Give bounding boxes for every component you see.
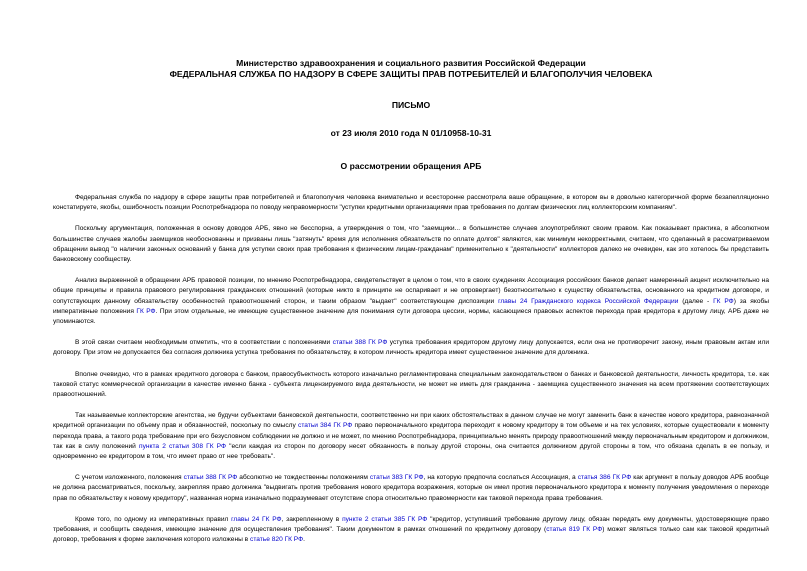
paragraph-4-text-a: В этой связи считаем необходимым отметить, что в соответствии с положениями: [75, 339, 333, 347]
link-chapter-24-civil-code[interactable]: главы 24 Гражданского кодекса Российской Федерации: [498, 297, 679, 305]
paragraph-7-text-c: , на которую предпочла сослаться Ассоциация, а: [423, 474, 578, 482]
paragraph-8-text-d: ) может являться только сам как таковой кредитный договор, требования к форме заключения которого изложены в: [53, 526, 769, 544]
link-article-386[interactable]: статья 386 ГК РФ: [577, 474, 632, 482]
paragraph-8-text-e: .: [303, 536, 305, 544]
paragraph-7-text-d: как аргумент в пользу доводов АРБ вообще не должна рассматриваться, поскольку, закрепляя право должника "выдвигать против требования нового кредитора возражения, которые он имел против первоначального кредитора к моменту получения уведомления о переходе прав по обязательству к новому кредитору", названная норма изначально подразумевает отсутствие спора относительно правомерности как таковой перехода права требования.: [53, 474, 769, 502]
link-chapter-24[interactable]: главы 24 ГК РФ: [231, 515, 282, 523]
paragraph-7-text-a: С учетом изложенного, положения: [75, 474, 184, 482]
link-article-384[interactable]: статьи 384 ГК РФ: [298, 422, 353, 430]
paragraph-7: [53, 473, 769, 504]
paragraph-6-text-a: Так называемые коллекторские агентства, не будучи субъектами банковской деятельности, соответственно ни при каких обстоятельствах в данном случае не могут заменить банк в качестве нового кредитора, равнозначной кредитной организации по объему прав и обязанностей, поскольку по смыслу: [53, 412, 769, 430]
link-article-383[interactable]: статьи 383 ГК РФ: [369, 474, 424, 482]
paragraph-3: [53, 276, 769, 327]
link-gk-rf-2[interactable]: ГК РФ: [136, 307, 156, 315]
paragraph-4: [53, 338, 769, 358]
document: [53, 0, 769, 545]
link-article-308-p2[interactable]: пункта 2 статьи 308 ГК РФ: [139, 442, 226, 450]
paragraph-4-text-b: уступка требования кредитором другому лицу допускается, если она не противоречит закону, иным правовым актам или договору. При этом не допускается без согласия должника уступка требования по обязательству, в котором личность кредитора имеет существенное значение для должника.: [53, 339, 770, 357]
paragraph-8-text-a: Кроме того, по одному из императивных правил: [75, 515, 232, 523]
service-name: ФЕДЕРАЛЬНАЯ СЛУЖБА ПО НАДЗОРУ В СФЕРЕ ЗАЩИТЫ ПРАВ ПОТРЕБИТЕЛЕЙ И БЛАГОПОЛУЧИЯ ЧЕЛОВЕКА: [169, 69, 653, 79]
paragraph-3-text-d: . При этом отдельные, не имеющие существенное значение для понимания сути договора цессии, нормы, касающиеся правовых аспектов перехода прав кредитора к другому лицу, АРБ даже не упоминаются.: [53, 307, 769, 326]
link-gk-rf[interactable]: ГК РФ: [713, 297, 734, 305]
paragraph-6-text-c: "если каждая из сторон по договору несет обязанность в пользу другой стороны, она считается должником другой стороны в том, что обязана сделать в ее пользу, и одновременно ее кредитором в том, что имеет право от нее требовать".: [53, 442, 770, 461]
link-article-820[interactable]: статье 820 ГК РФ: [250, 536, 304, 544]
link-article-388[interactable]: статьи 388 ГК РФ: [332, 339, 388, 347]
paragraph-3-text-b: (далее -: [678, 297, 714, 305]
ministry-name: Министерство здравоохранения и социального развития Российской Федерации: [236, 58, 586, 68]
paragraph-7-text-b: абсолютно не тождественны положениям: [237, 474, 370, 482]
document-date-number: от 23 июля 2010 года N 01/10958-10-31: [330, 128, 492, 138]
paragraph-8-text-b: , закрепленному в: [281, 515, 343, 523]
paragraph-1: Федеральная служба по надзору в сфере защиты прав потребителей и благополучия человека внимательно и всесторонне рассмотрела ваше обращение, в котором вы в довольно категоричной форме безапелляционно констатируете, якобы, ошибочность позиции Роспотребнадзора по поводу неправомерности "уступки кредитными организациями прав требования по долгам физических лиц коллекторским компаниям".: [53, 194, 769, 212]
link-article-819[interactable]: статья 819 ГК РФ: [546, 526, 603, 534]
paragraph-5: Вполне очевидно, что в рамках кредитного договора с банком, правосубъектность которого изначально регламентирована специальным законодательством о банках и банковской деятельности, личность кредитора, т.е. как таковой статус коммерческой организации в качестве именно банка - субъекта лицензируемого вида деятельности, не может не иметь для гражданина - заемщика существенного значения на всем протяжении соответствующих правоотношений.: [53, 370, 769, 399]
paragraph-3-text-a: Анализ выраженной в обращении АРБ правовой позиции, по мнению Роспотребнадзора, свидетельствует в целом о том, что в своих суждениях Ассоциация российских банков делает намеренный акцент исключительно на общие принципы и правила правового регулирования гражданских отношений (которые никто в принципе не оспаривает и не опровергает) безотносительно к существу обязательства, основанного на кредитном договоре, и сопутствующих данному обязательству особенностей правоотношений сторон, и таким образом "выдает" соответствующие диспозиции: [53, 277, 769, 305]
paragraph-3-text-c: ) за якобы императивные положения: [53, 297, 770, 315]
paragraph-6-text-b: право первоначального кредитора переходит к новому кредитору в том объеме и на тех условиях, которые существовали к моменту перехода права, а такого рода требование при его безусловном соблюдении не должно и не может, по мнению Роспотребнадзора, принципиально менять природу правоотношений между первоначальным кредитором и должником, так как в силу положений: [53, 422, 770, 450]
paragraph-6: [53, 411, 769, 462]
paragraph-2: Поскольку аргументация, положенная в основу доводов АРБ, явно не бесспорна, а утверждения о том, что "заемщики... в большинстве случаев злоупотребляют своим правом. Как показывает практика, в абсолютном большинстве случаев жалобы заемщиков необоснованны и призваны лишь "затянуть" время для исполнения обязательств по оплате долгов" являются, как минимум некорректными, считаем, что сделанный в рассматриваемом обращении вывод "о наличии законных оснований у банка для уступки своих прав требования к физическим лицам-гражданам" применительно к "деятельности" коллекторов далеко не очевиден, как это хотелось бы представить банковскому сообществу.: [53, 225, 769, 264]
paragraph-8: [53, 515, 769, 546]
link-article-385-p2[interactable]: пункте 2 статьи 385 ГК РФ: [342, 515, 428, 523]
link-article-388-2[interactable]: статьи 388 ГК РФ: [183, 474, 238, 482]
paragraph-8-text-c: "кредитор, уступивший требование другому лицу, обязан передать ему документы, удостоверяющие право требования, и сообщить сведения, имеющие значение для осуществления требования". Таким документом в рамках отношений по кредитному договору (: [53, 515, 769, 534]
document-type: ПИСЬМО: [391, 100, 431, 110]
document-subject: О рассмотрении обращения АРБ: [340, 161, 482, 171]
